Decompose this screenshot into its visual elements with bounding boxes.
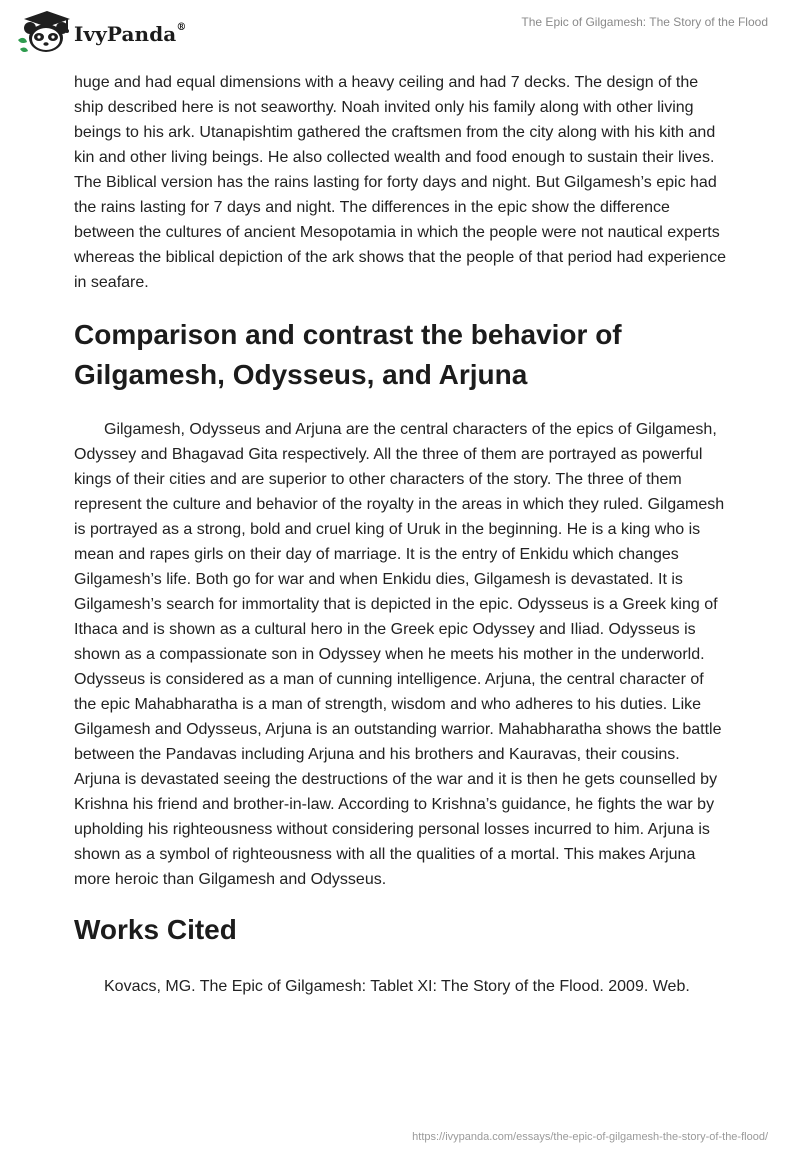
section-heading: Comparison and contrast the behavior of Gilgamesh, Odysseus, and Arjuna xyxy=(74,319,622,390)
citation-entry: Kovacs, MG. The Epic of Gilgamesh: Tablet XI: The Story of the Flood. 2009. Web. xyxy=(104,978,690,995)
works-cited-heading: Works Cited xyxy=(74,914,237,945)
intro-paragraph: huge and had equal dimensions with a heavy ceiling and had 7 decks. The design of the ship described here is not seaworthy. Noah invited only his family along with other living beings to his ark. Utanapishtim gathered the craftsmen from the city along with his kith and kin and other living beings. He also collected wealth and food enough to sustain their lives. The Biblical version has the rains lasting for forty days and night. But Gilgamesh’s epic had the rains lasting for 7 days and night. The differences in the epic show the difference between the cultures of ancient Mesopotamia in which the people were not nautical experts whereas the biblical depiction of the ark shows that the people of that period had experience in seafare. xyxy=(74,74,726,291)
panda-graduate-icon xyxy=(14,10,72,54)
essay-content xyxy=(74,70,728,999)
page-header xyxy=(0,0,800,60)
ivypanda-logo[interactable] xyxy=(14,10,186,54)
brand-name: IvyPanda® xyxy=(74,22,187,46)
document-title: The Epic of Gilgamesh: The Story of the Flood xyxy=(521,15,768,29)
section-paragraph: Gilgamesh, Odysseus and Arjuna are the central characters of the epics of Gilgamesh, Odyssey and Bhagavad Gita respectively. All the three of them are portrayed as powerful kings of their cities and are superior to other characters of the story. The three of them represent the culture and behavior of the royalty in the areas in which they ruled. Gilgamesh is portrayed as a strong, bold and cruel king of Uruk in the beginning. He is a king who is mean and rapes girls on their day of marriage. It is the entry of Enkidu which changes Gilgamesh’s life. Both go for war and when Enkidu dies, Gilgamesh is devastated. It is Gilgamesh’s search for immortality that is depicted in the epic. Odysseus is a Greek king of Ithaca and is shown as a cultural hero in the Greek epic Odyssey and Iliad. Odysseus is shown as a compassionate son in Odyssey when he meets his mother in the underworld. Odysseus is considered as a man of cunning intelligence. Arjuna, the central character of the epic Mahabharatha is a man of strength, wisdom and who adheres to his duties. Like Gilgamesh and Odysseus, Arjuna is an outstanding warrior. Mahabharatha shows the battle between the Pandavas including Arjuna and his brothers and Kauravas, their cousins. Arjuna is devastated seeing the destructions of the war and it is then he gets counselled by Krishna his friend and brother-in-law. According to Krishna’s guidance, he fights the war by upholding his righteousness without considering personal losses incurred to him. Arjuna is shown as a symbol of righteousness with all the qualities of a mortal. This makes Arjuna more heroic than Gilgamesh and Odysseus. xyxy=(74,421,725,888)
footer-url-link[interactable]: https://ivypanda.com/essays/the-epic-of-gilgamesh-the-story-of-the-flood/ xyxy=(412,1131,768,1143)
